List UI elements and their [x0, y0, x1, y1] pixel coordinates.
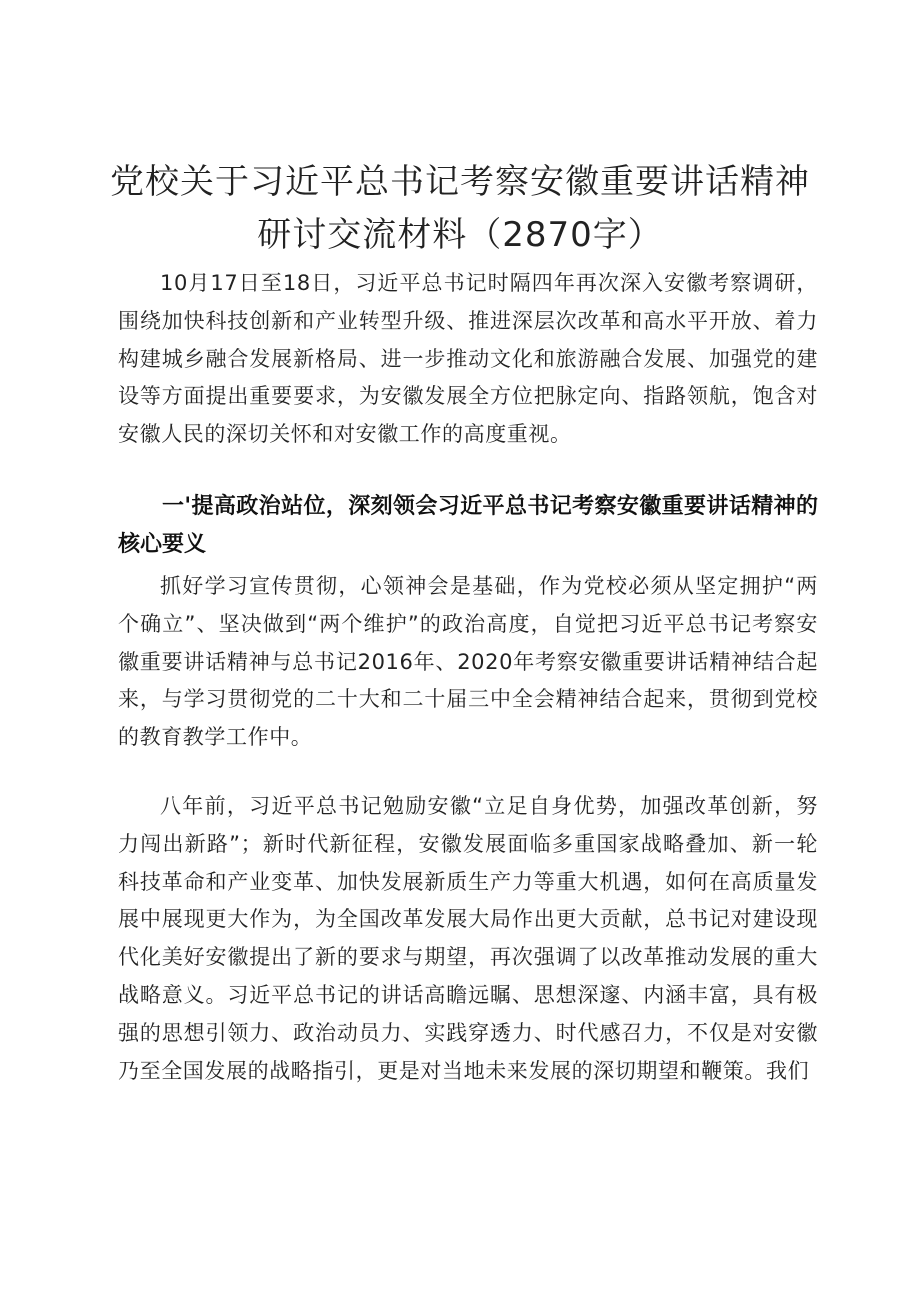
document-title-line-1: 党校关于习近平总书记考察安徽重要讲话精神 — [110, 162, 810, 202]
document-title-line-2: 研讨交流材料（2870字） — [257, 215, 663, 255]
section-1-paragraph-2: 八年前，习近平总书记勉励安徽“立足自身优势，加强改革创新，努力闯出新路”；新时代新征程，安徽发展面临多重国家战略叠加、新一轮科技革命和产业变革、加快发展新质生产力等重大机遇，如何在高质量发展中展现更大作为，为全国改革发展大局作出更大贡献，总书记对建设现代化美好安徽提出了新的要求与期望，再次强调了以改革推动发展的重大战略意义。习近平总书记的讲话高瞻远瞩、思想深邃、内涵丰富，具有极强的思想引领力、政治动员力、实践穿透力、时代感召力，不仅是对安徽乃至全国发展的战略指引，更是对当地未来发展的深切期望和鞭策。我们 — [118, 794, 818, 1083]
section-1-paragraph-1: 抓好学习宣传贯彻，心领神会是基础，作为党校必须从坚定拥护“两个确立”、坚决做到“两个维护”的政治高度，自觉把习近平总书记考察安徽重要讲话精神与总书记2016年、2020年考察安徽重要讲话精神结合起来，与学习贯彻党的二十大和二十届三中全会精神结合起来，贯彻到党校的教育教学工作中。 — [118, 574, 818, 750]
intro-paragraph: 10月17日至18日，习近平总书记时隔四年再次深入安徽考察调研，围绕加快科技创新和产业转型升级、推进深层次改革和高水平开放、着力构建城乡融合发展新格局、进一步推动文化和旅游融合发展、加强党的建设等方面提出重要要求，为安徽发展全方位把脉定向、指路领航，饱含对安徽人民的深切关怀和对安徽工作的高度重视。 — [118, 271, 818, 447]
section-1-heading: 一'提高政治站位，深刻领会习近平总书记考察安徽重要讲话精神的核心要义 — [118, 494, 818, 557]
